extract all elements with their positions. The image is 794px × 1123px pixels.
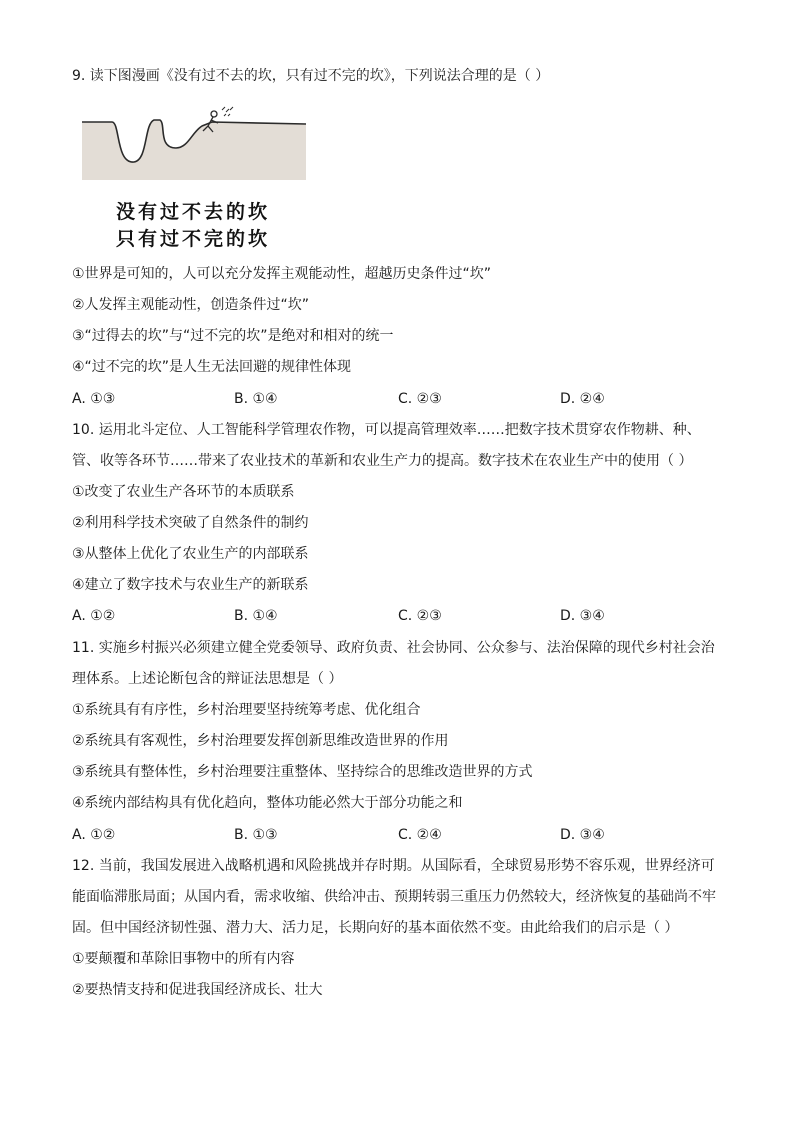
q9-option-b[interactable]: B. ①④ bbox=[234, 391, 278, 407]
q11-statement-3: ③系统具有整体性，乡村治理要注重整体、坚持综合的思维改造世界的方式 bbox=[72, 764, 533, 780]
q12-stem-line-3: 固。但中国经济韧性强、潜力大、活力足，长期向好的基本面依然不变。由此给我们的启示是（ ） bbox=[72, 920, 679, 936]
q11-stem-line-2: 理体系。上述论断包含的辩证法思想是（ ） bbox=[72, 671, 343, 687]
q10-option-a[interactable]: A. ①② bbox=[72, 608, 116, 624]
q11-option-a[interactable]: A. ①② bbox=[72, 827, 116, 843]
q12-stem-line-1: 12. 当前，我国发展进入战略机遇和风险挑战并存时期。从国际看，全球贸易形势不容乐观，世界经济可 bbox=[72, 858, 715, 874]
q12-statement-1: ①要颠覆和革除旧事物中的所有内容 bbox=[72, 951, 295, 967]
q10-statement-4: ④建立了数字技术与农业生产的新联系 bbox=[72, 577, 309, 593]
q9-statement-4: ④“过不完的坎”是人生无法回避的规律性体现 bbox=[72, 359, 352, 375]
q11-option-b[interactable]: B. ①③ bbox=[234, 827, 278, 843]
q10-statement-3: ③从整体上优化了农业生产的内部联系 bbox=[72, 546, 309, 562]
q11-statement-2: ②系统具有客观性，乡村治理要发挥创新思维改造世界的作用 bbox=[72, 733, 449, 749]
q11-option-d[interactable]: D. ③④ bbox=[560, 827, 605, 843]
q9-option-d[interactable]: D. ②④ bbox=[560, 391, 605, 407]
q10-statement-2: ②利用科学技术突破了自然条件的制约 bbox=[72, 515, 309, 531]
q9-stem: 9. 读下图漫画《没有过不去的坎，只有过不完的坎》，下列说法合理的是（ ） bbox=[72, 68, 550, 84]
q11-options bbox=[72, 825, 712, 845]
q12-statement-2: ②要热情支持和促进我国经济成长、壮大 bbox=[72, 982, 323, 998]
q11-statement-4: ④系统内部结构具有优化趋向，整体功能必然大于部分功能之和 bbox=[72, 795, 463, 811]
q9-statement-3: ③“过得去的坎”与“过不完的坎”是绝对和相对的统一 bbox=[72, 328, 394, 344]
q10-statement-1: ①改变了农业生产各环节的本质联系 bbox=[72, 484, 295, 500]
q11-statement-1: ①系统具有有序性，乡村治理要坚持统筹考虑、优化组合 bbox=[72, 702, 421, 718]
q10-option-b[interactable]: B. ①④ bbox=[234, 608, 278, 624]
motion-marks-icon bbox=[222, 107, 233, 116]
q10-stem-line-1: 10. 运用北斗定位、人工智能科学管理农作物，可以提高管理效率……把数字技术贯穿农作物耕、种、 bbox=[72, 422, 701, 438]
q10-option-c[interactable]: C. ②③ bbox=[398, 608, 442, 624]
cartoon-caption-line-1: 没有过不去的坎 bbox=[116, 201, 271, 223]
q11-option-c[interactable]: C. ②④ bbox=[398, 827, 442, 843]
q9-option-a[interactable]: A. ①③ bbox=[72, 391, 116, 407]
q10-options bbox=[72, 606, 712, 626]
q9-statement-1: ①世界是可知的，人可以充分发挥主观能动性，超越历史条件过“坎” bbox=[72, 266, 492, 282]
q10-stem-line-2: 管、收等各环节……带来了农业技术的革新和农业生产力的提高。数字技术在农业生产中的使用（ ） bbox=[72, 453, 693, 469]
q10-option-d[interactable]: D. ③④ bbox=[560, 608, 605, 624]
q12-stem-line-2: 能面临滞胀局面；从国内看，需求收缩、供给冲击、预期转弱三重压力仍然较大，经济恢复的基础尚不牢 bbox=[72, 889, 716, 905]
cartoon-caption-line-2: 只有过不完的坎 bbox=[116, 228, 271, 250]
q11-stem-line-1: 11. 实施乡村振兴必须建立健全党委领导、政府负责、社会协同、公众参与、法治保障的现代乡村社会治 bbox=[72, 640, 715, 656]
q9-statement-2: ②人发挥主观能动性，创造条件过“坎” bbox=[72, 297, 310, 313]
q9-options bbox=[72, 389, 712, 409]
q9-option-c[interactable]: C. ②③ bbox=[398, 391, 442, 407]
